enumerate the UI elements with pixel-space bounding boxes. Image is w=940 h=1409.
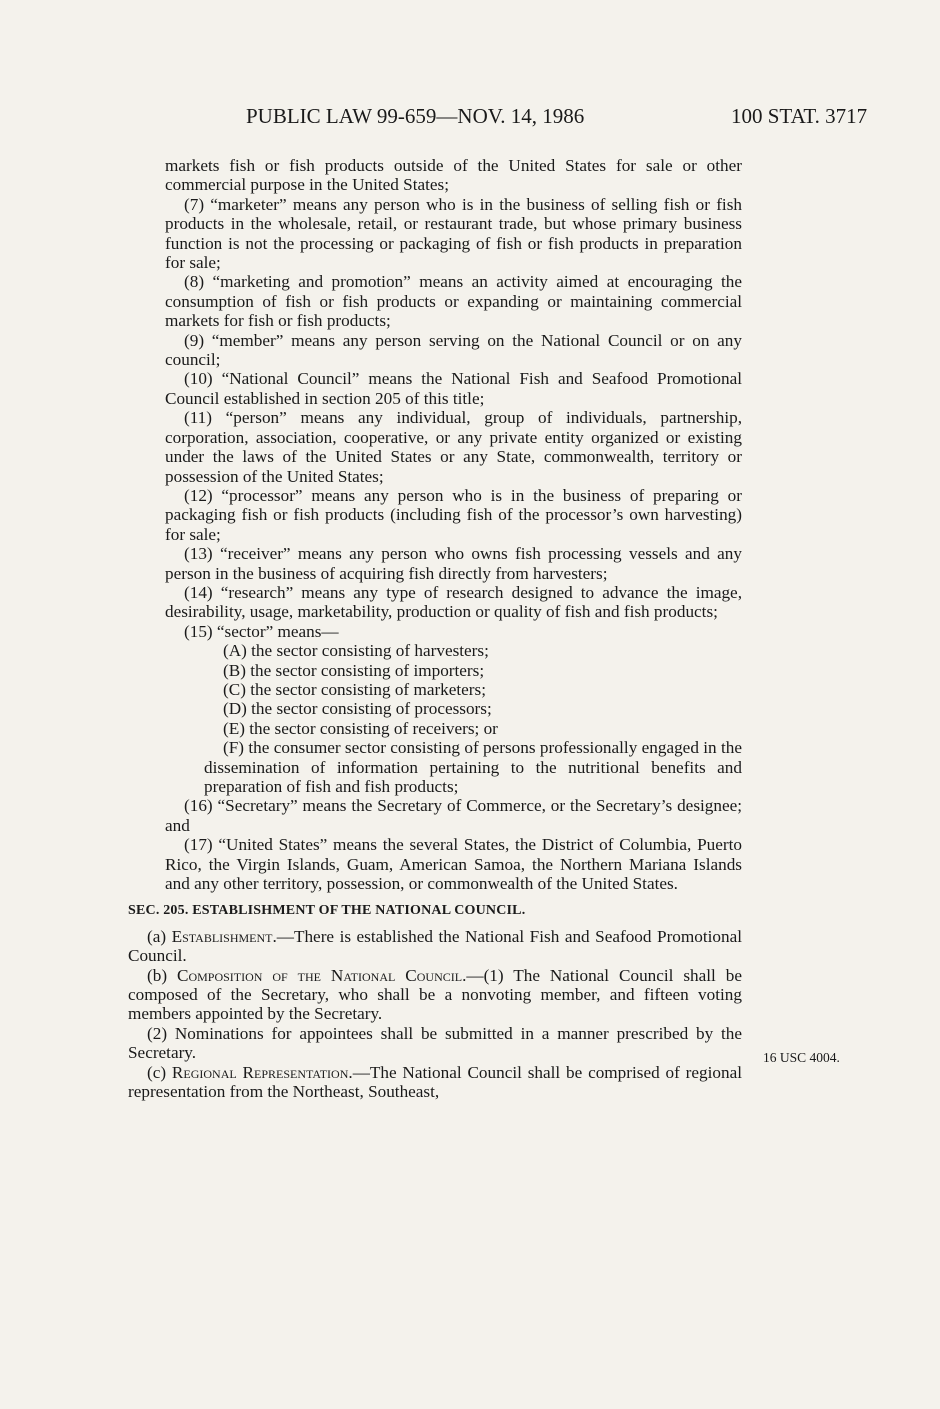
subsection-b-2: (2) Nominations for appointees shall be submitted in a manner prescribed by the Secretary.: [128, 1023, 742, 1063]
usc-margin-note: 16 USC 4004.: [763, 1050, 840, 1065]
sector-item-a: (A) the sector consisting of harvesters;: [223, 641, 489, 661]
sector-item-f: (F) the consumer sector consisting of persons professionally engaged in the dissemination of information pertaining to the nutritional benefits and preparation of fish and fish products;: [204, 738, 742, 796]
definition-person: (11) “person” means any individual, group of individuals, partnership, corporation, association, cooperative, or any private entity organized or existing under the laws of the United States or any State, commonwealth, territory or possession of the United States;: [165, 408, 742, 486]
definition-research: (14) “research” means any type of research designed to advance the image, desirability, usage, marketability, production or quality of fish and fish products;: [165, 582, 742, 622]
definition-processor: (12) “processor” means any person who is in the business of preparing or packaging fish or fish products (including fish of the processor’s own harvesting) for sale;: [165, 485, 742, 544]
definition-marketing-and-promotion: (8) “marketing and promotion” means an activity aimed at encouraging the consumption of fish or fish products or expanding or maintaining commercial markets for fish or fish products;: [165, 272, 742, 331]
statute-page-number: 100 STAT. 3717: [731, 104, 868, 128]
page-header: [0, 104, 940, 136]
sector-item-c: (C) the sector consisting of marketers;: [223, 679, 486, 699]
subsection-c: [128, 1063, 742, 1102]
subsection-a: [128, 927, 742, 966]
sector-item-d: (D) the sector consisting of processors;: [223, 699, 492, 719]
definition-secretary: (16) “Secretary” means the Secretary of Commerce, or the Secretary’s designee; and: [165, 796, 742, 835]
subsection-b-caption: Composition of the National Council.: [176, 965, 467, 985]
definition-united-states: (17) “United States” means the several States, the District of Columbia, Puerto Rico, the Virgin Islands, Guam, American Samoa, the Northern Mariana Islands and any other territory, possession, or commonwealth of the United States.: [165, 835, 742, 894]
subsection-c-text: —The National Council shall be comprised of regional representation from the Northeast, Southeast,: [128, 1062, 742, 1102]
definition-member: (9) “member” means any person serving on the National Council or on any council;: [165, 330, 742, 370]
subsection-b: [128, 966, 742, 1024]
sector-item-b: (B) the sector consisting of importers;: [223, 660, 485, 680]
subsection-a-text: —There is established the National Fish and Seafood Promotional Council.: [128, 926, 742, 966]
definition-receiver: (13) “receiver” means any person who owns fish processing vessels and any person in the business of acquiring fish directly from harvesters;: [165, 544, 742, 583]
definition-continuation: markets fish or fish products outside of the United States for sale or other commercial purpose in the United States;: [165, 156, 742, 195]
definition-national-council: (10) “National Council” means the National Fish and Seafood Promotional Council established in section 205 of this title;: [165, 369, 742, 408]
subsection-a-caption: Establishment.: [171, 926, 277, 946]
section-heading: SEC. 205. ESTABLISHMENT OF THE NATIONAL COUNCIL.: [128, 903, 526, 919]
subsection-c-caption: Regional Representation.: [171, 1062, 353, 1082]
sector-item-e: (E) the sector consisting of receivers; or: [223, 718, 498, 738]
subsection-a-label: (a): [147, 926, 172, 946]
running-title: PUBLIC LAW 99-659—NOV. 14, 1986: [246, 104, 585, 128]
subsection-b-text: —(1) The National Council shall be composed of the Secretary, who shall be a nonvoting member, and fifteen voting members appointed by the Secretary.: [128, 965, 742, 1024]
definition-marketer: (7) “marketer” means any person who is in the business of selling fish or fish products in the wholesale, retail, or restaurant trade, but whose primary business function is not the processing or packaging of fish or fish products in preparation for sale;: [165, 194, 742, 273]
subsection-c-label: (c): [147, 1062, 172, 1082]
definition-sector: (15) “sector” means—: [184, 621, 339, 641]
document-body: [128, 156, 742, 1102]
subsection-b-label: (b): [147, 965, 177, 985]
